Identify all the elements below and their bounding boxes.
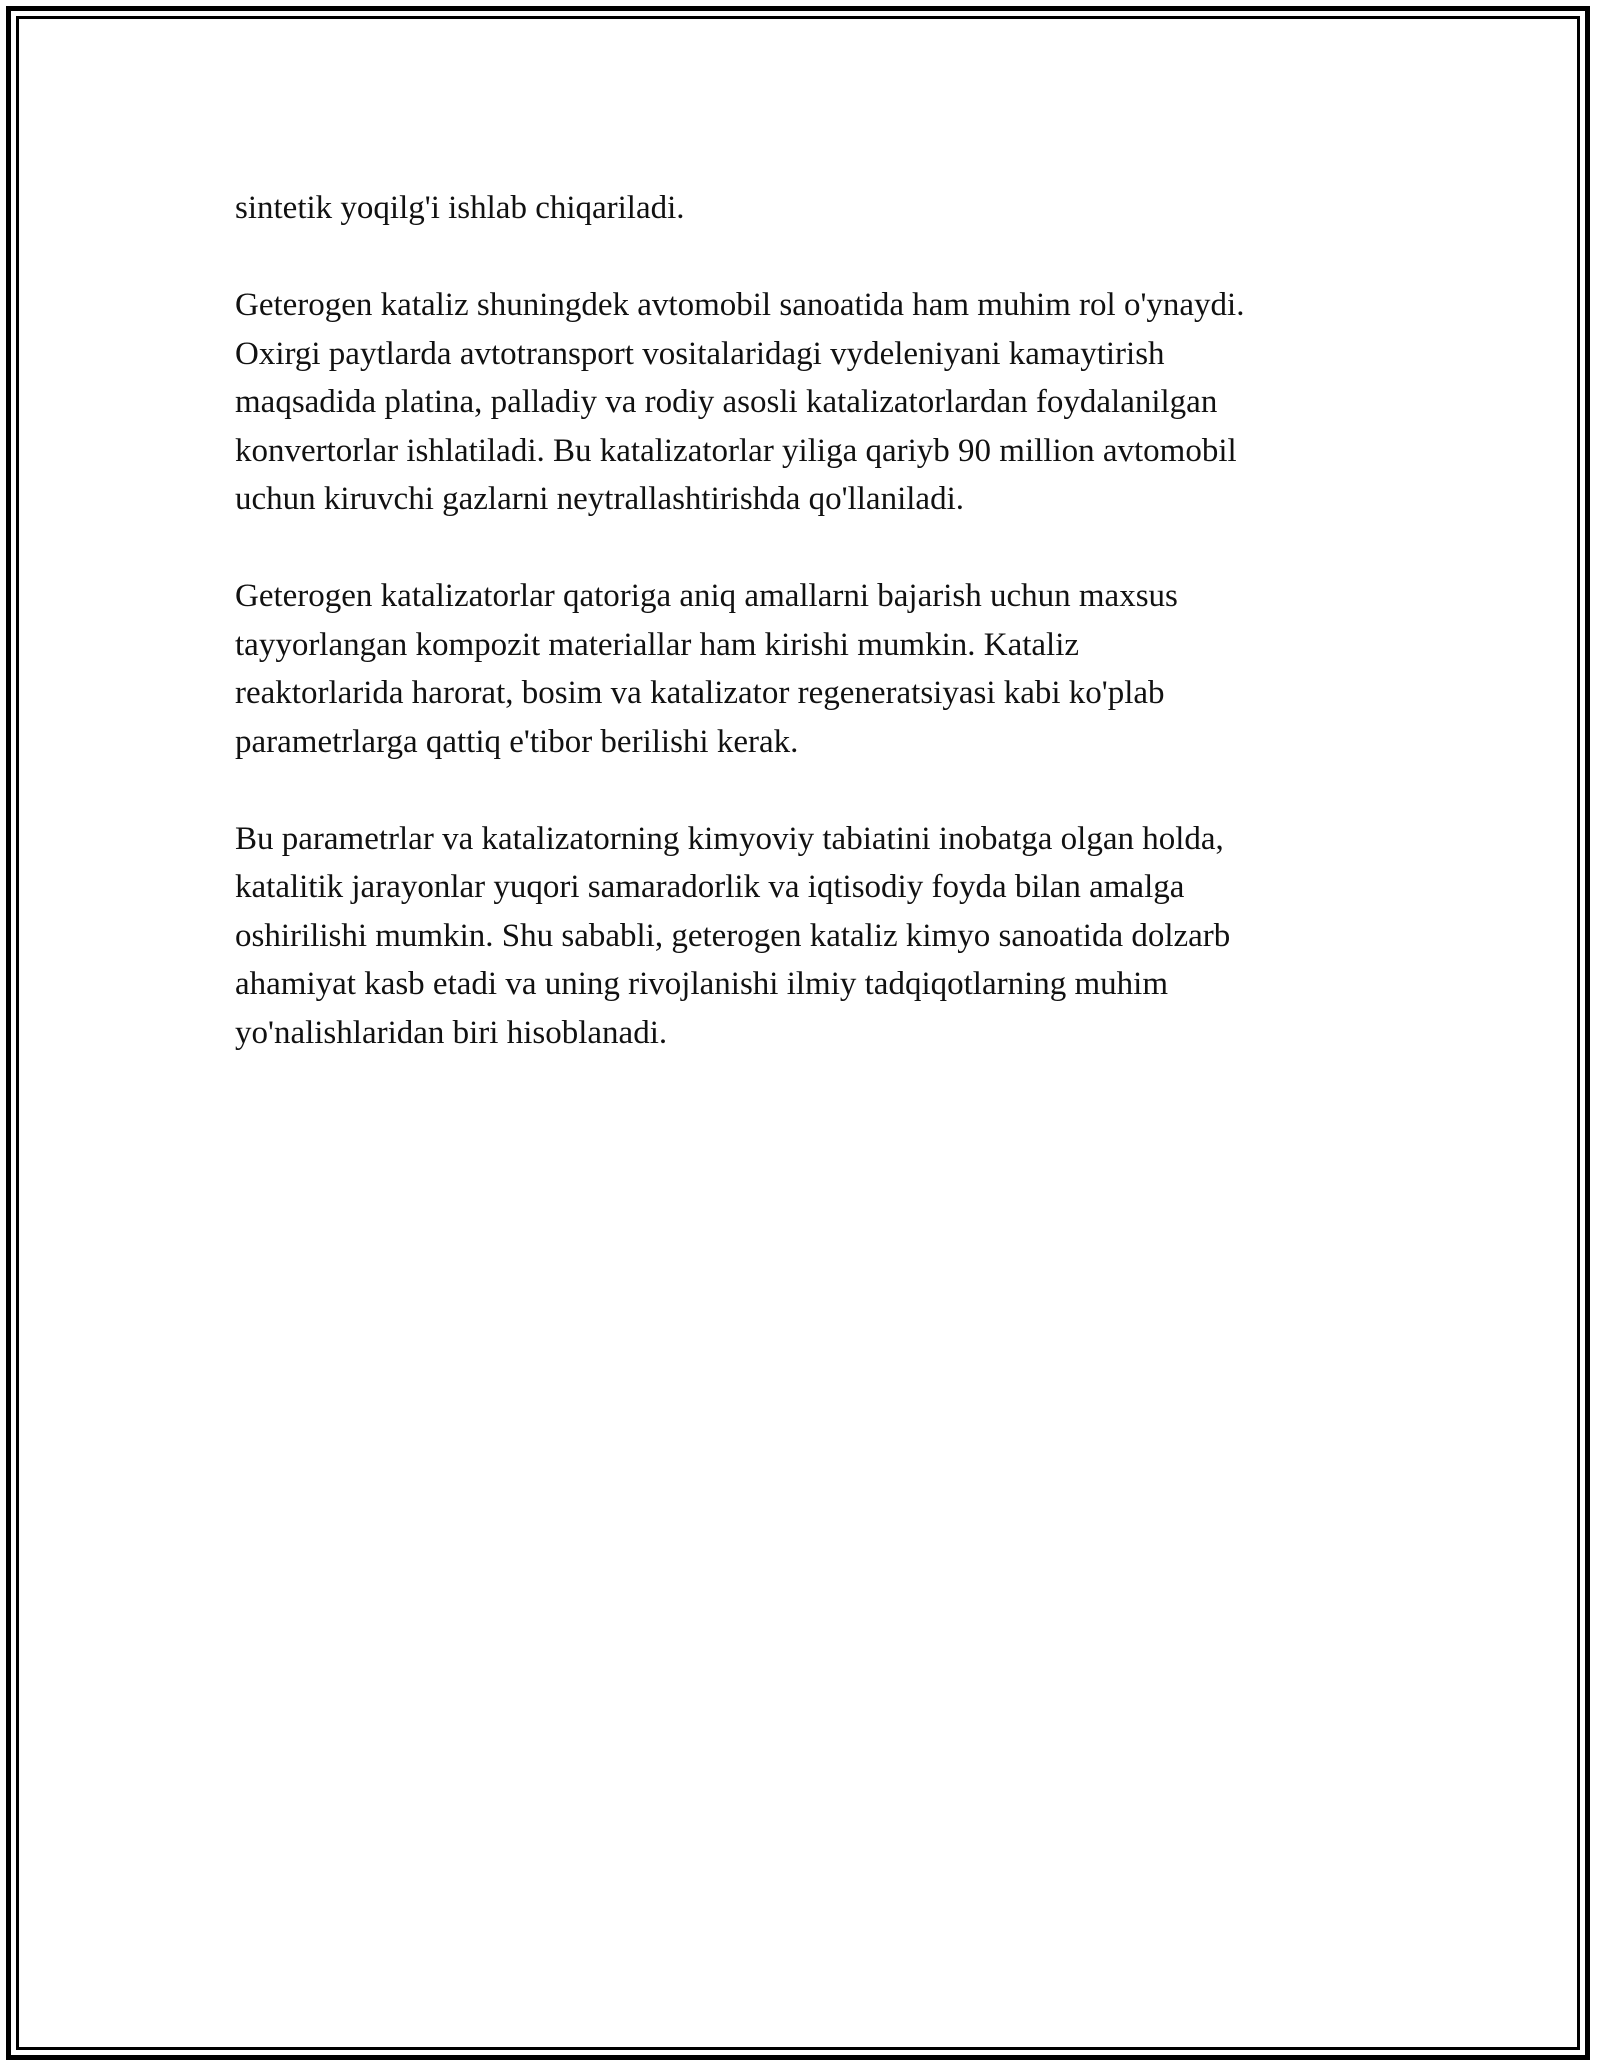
paragraph-1: sintetik yoqilg'i ishlab chiqariladi.: [235, 190, 685, 226]
paragraph-4: Bu parametrlar va katalizatorning kimyoviy tabiatini inobatga olgan holda, katalitik jarayonlar yuqori samaradorlik va iqtisodiy foyda bilan amalga oshirilishi mumkin. Shu sababli, geterogen kataliz kimyo sanoatida dolzarb ahamiyat kasb etadi va uning rivojlanishi ilmiy tadqiqotlarning muhim yo'nalishlaridan biri hisoblanadi.: [235, 820, 1231, 1051]
document-body: [235, 184, 1385, 1106]
paragraph-2: Geterogen kataliz shuningdek avtomobil sanoatida ham muhim rol o'ynaydi. Oxirgi paytlarda avtotransport vositalaridagi vydeleniyani kamaytirish maqsadida platina, palladiy va rodiy asosli katalizatorlardan foydalanilgan konvertorlar ishlatiladi. Bu katalizatorlar yiliga qariyb 90 million avtomobil uchun kiruvchi gazlarni neytrallashtirishda qo'llaniladi.: [235, 287, 1245, 517]
paragraph-3: Geterogen katalizatorlar qatoriga aniq amallarni bajarish uchun maxsus tayyorlangan kompozit materiallar ham kirishi mumkin. Kataliz reaktorlarida harorat, bosim va katalizator regeneratsiyasi kabi ko'plab parametrlarga qattiq e'tibor berilishi kerak.: [235, 578, 1178, 760]
